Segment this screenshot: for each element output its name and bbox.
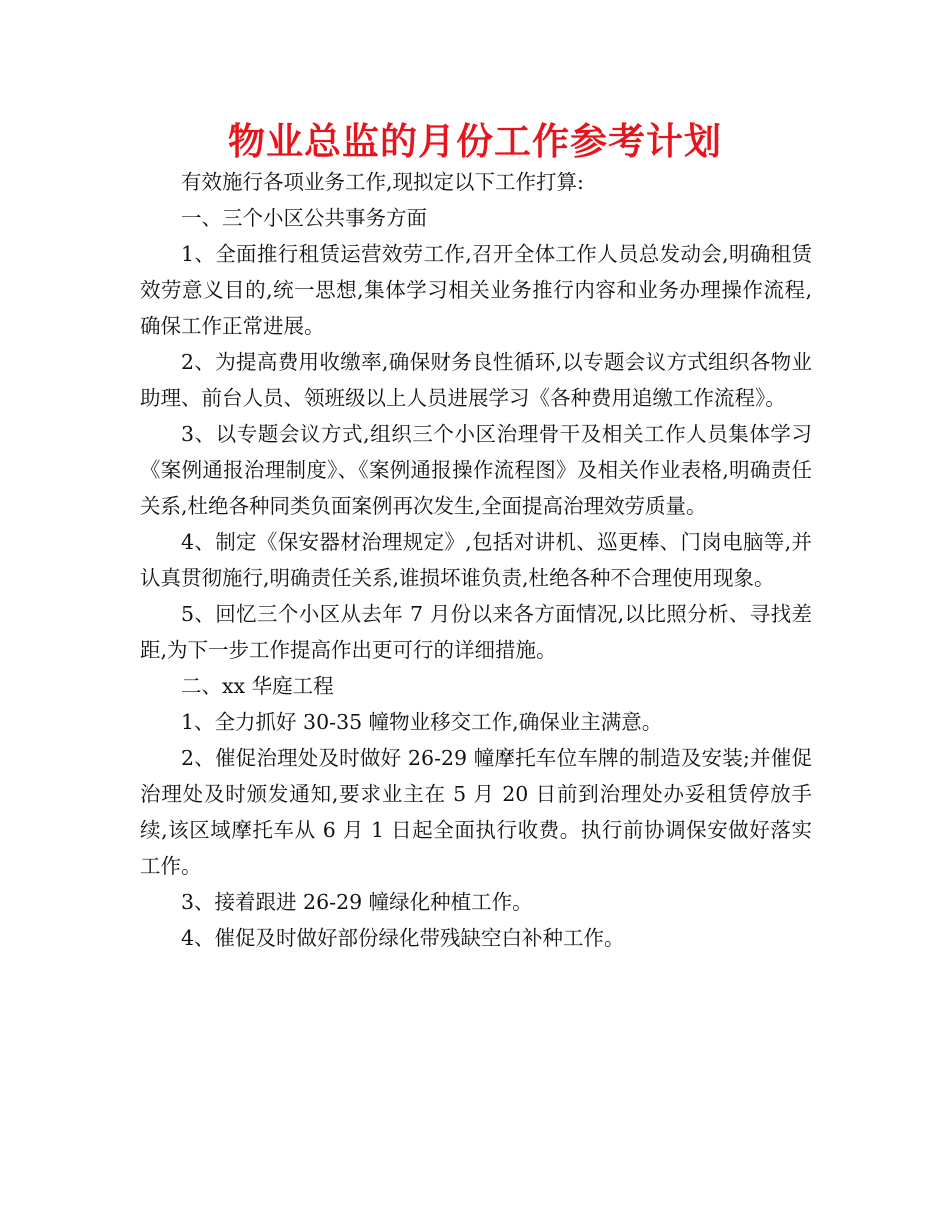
project-item-2: 2、催促治理处及时做好 26-29 幢摩托车位车牌的制造及安装;并催促治理处及时颁发通知,要求业主在 5 月 20 日前到治理处办妥租赁停放手续,该区域摩托车从 6 月 1 日起全面执行收费。执行前协调保安做好落实工作。	[140, 746, 812, 878]
project-item-1: 1、全力抓好 30-35 幢物业移交工作,确保业主满意。	[181, 710, 663, 734]
project-item-3: 3、接着跟进 26-29 幢绿化种植工作。	[181, 890, 533, 914]
intro-paragraph: 有效施行各项业务工作,现拟定以下工作打算:	[181, 170, 584, 194]
paragraph-item-3: 3、以专题会议方式,组织三个小区治理骨干及相关工作人员集体学习《案例通报治理制度》、《案例通报操作流程图》及相关作业表格,明确责任关系,杜绝各种同类负面案例再次发生,全面提高治理效劳质量。	[140, 422, 812, 518]
paragraph-item-5: 5、回忆三个小区从去年 7 月份以来各方面情况,以比照分析、寻找差距,为下一步工作提高作出更可行的详细措施。	[140, 602, 812, 662]
project-item-4: 4、催促及时做好部份绿化带残缺空白补种工作。	[181, 926, 625, 950]
section-heading-public-affairs: 一、三个小区公共事务方面	[181, 206, 427, 230]
paragraph-item-1: 1、全面推行租赁运营效劳工作,召开全体工作人员总发动会,明确租赁效劳意义目的,统一思想,集体学习相关业务推行内容和业务办理操作流程,确保工作正常进展。	[140, 242, 812, 338]
document-body	[140, 164, 812, 956]
document-title: 物业总监的月份工作参考计划	[228, 120, 722, 163]
paragraph-item-2: 2、为提高费用收缴率,确保财务良性循环,以专题会议方式组织各物业助理、前台人员、领班级以上人员进展学习《各种费用追缴工作流程》。	[140, 350, 812, 410]
section-heading-project: 二、xx 华庭工程	[181, 674, 334, 698]
paragraph-item-4: 4、制定《保安器材治理规定》,包括对讲机、巡更棒、门岗电脑等,并认真贯彻施行,明确责任关系,谁损坏谁负责,杜绝各种不合理使用现象。	[140, 530, 812, 590]
